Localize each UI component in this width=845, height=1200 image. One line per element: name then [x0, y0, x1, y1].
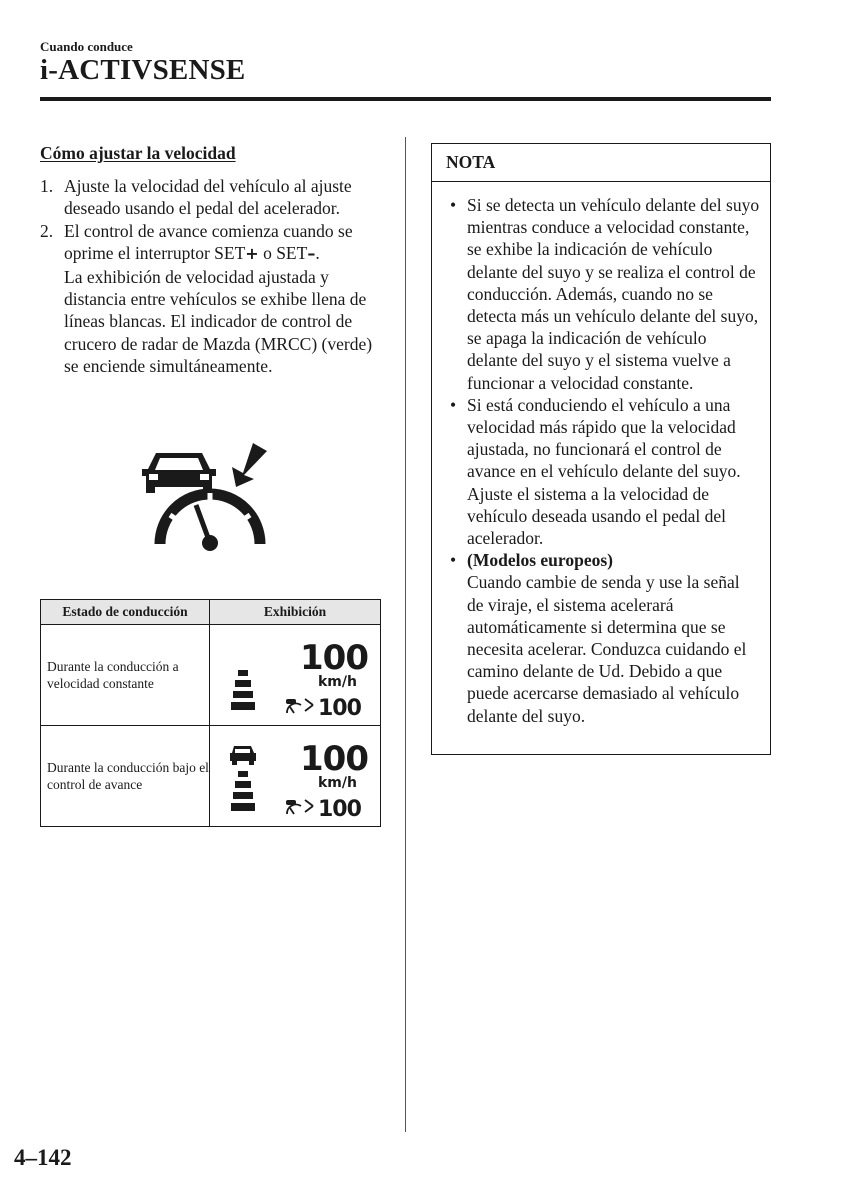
title-rule — [40, 97, 771, 101]
speed-unit: km/h — [318, 674, 357, 690]
step-2 — [40, 220, 385, 378]
current-speed: 100 — [300, 739, 368, 779]
distance-bars-icon — [231, 670, 255, 710]
step-2-part-b: o SET — [258, 243, 308, 264]
set-speed: 100 — [318, 696, 361, 721]
step-2-line — [64, 220, 385, 266]
note-header: NOTA — [432, 144, 770, 182]
column-divider — [405, 137, 406, 1132]
step-text: Ajuste la velocidad del vehículo al ajuste deseado usando el pedal del acelerador. — [64, 176, 352, 219]
display-illustration — [210, 625, 380, 725]
note-item — [450, 549, 760, 727]
step-2-detail: La exhibición de velocidad ajustada y distancia entre vehículos se exhibe llena de líneas blancas. El indicador de control de crucero de radar de Mazda (MRCC) (verde) se enciende simultáneamente. — [64, 266, 373, 377]
note-text: Si está conduciendo el vehículo a una velocidad más rápido que la velocidad ajustada, no funcionará el control de avance en el vehículo delante del suyo. Ajuste el sistema a la velocidad de vehículo deseada usando el pedal del acelerador. — [467, 394, 741, 549]
table-cell-state: Durante la conducción a velocidad constante — [41, 625, 210, 726]
table-cell-state: Durante la conducción bajo el control de avance — [41, 726, 210, 827]
step-2-part-c: . — [315, 243, 320, 264]
note-bold-label: (Modelos europeos) — [467, 550, 613, 571]
bullet: • — [450, 550, 457, 571]
set-speed: 100 — [318, 797, 361, 822]
vehicle-ahead-icon — [230, 746, 256, 765]
distance-bars-icon — [231, 771, 255, 811]
mrcc-indicator-icon — [140, 443, 272, 553]
note-item — [450, 394, 760, 549]
table-cell-display — [210, 726, 381, 827]
state-display-table — [40, 599, 381, 827]
step-2-part-a: El control de avance comienza cuando se oprime el interruptor SET — [64, 220, 353, 264]
speed-unit: km/h — [318, 775, 357, 791]
step-number: 2. — [40, 220, 54, 241]
step-1 — [40, 175, 385, 220]
radar-cruise-icon — [286, 800, 313, 814]
note-body — [432, 182, 770, 727]
table-header-display: Exhibición — [210, 600, 381, 625]
table-row — [41, 625, 381, 726]
note-text — [467, 549, 760, 727]
step-text — [64, 220, 385, 378]
note-text: Si se detecta un vehículo delante del suyo mientras conduce a velocidad constante, se exhibe la indicación de vehículo delante del suyo y se realiza el control de conducción. Además, cuando no se detecta más un vehículo delante del suyo, se apaga la indicación de vehículo delante del suyo y el sistema vuelve a funcionar a velocidad constante. — [467, 195, 760, 393]
bullet: • — [450, 195, 457, 215]
table-row — [41, 726, 381, 827]
page-number: 4–142 — [14, 1145, 72, 1170]
set-minus-symbol: – — [307, 244, 316, 264]
display-illustration — [210, 726, 380, 826]
note-item — [450, 194, 760, 394]
current-speed: 100 — [300, 638, 368, 678]
section-label: Cuando conduce — [40, 39, 133, 54]
note-body-text: Cuando cambie de senda y use la señal de viraje, el sistema acelerará automáticamente si determina que se necesita acelerar. Conduzca cuidando el camino delante de Ud. Debido a que puede acercarse demasiado al vehículo delante del suyo. — [467, 572, 747, 726]
steps-list — [40, 175, 385, 378]
note-box — [431, 143, 771, 755]
set-plus-symbol: + — [245, 244, 259, 264]
table-cell-display — [210, 625, 381, 726]
subheading: Cómo ajustar la velocidad — [40, 143, 236, 163]
bullet: • — [450, 394, 457, 415]
table-header-state: Estado de conducción — [41, 600, 210, 625]
step-number: 1. — [40, 176, 54, 196]
radar-cruise-icon — [286, 699, 313, 713]
page-title: i-ACTIVSENSE — [40, 54, 246, 86]
